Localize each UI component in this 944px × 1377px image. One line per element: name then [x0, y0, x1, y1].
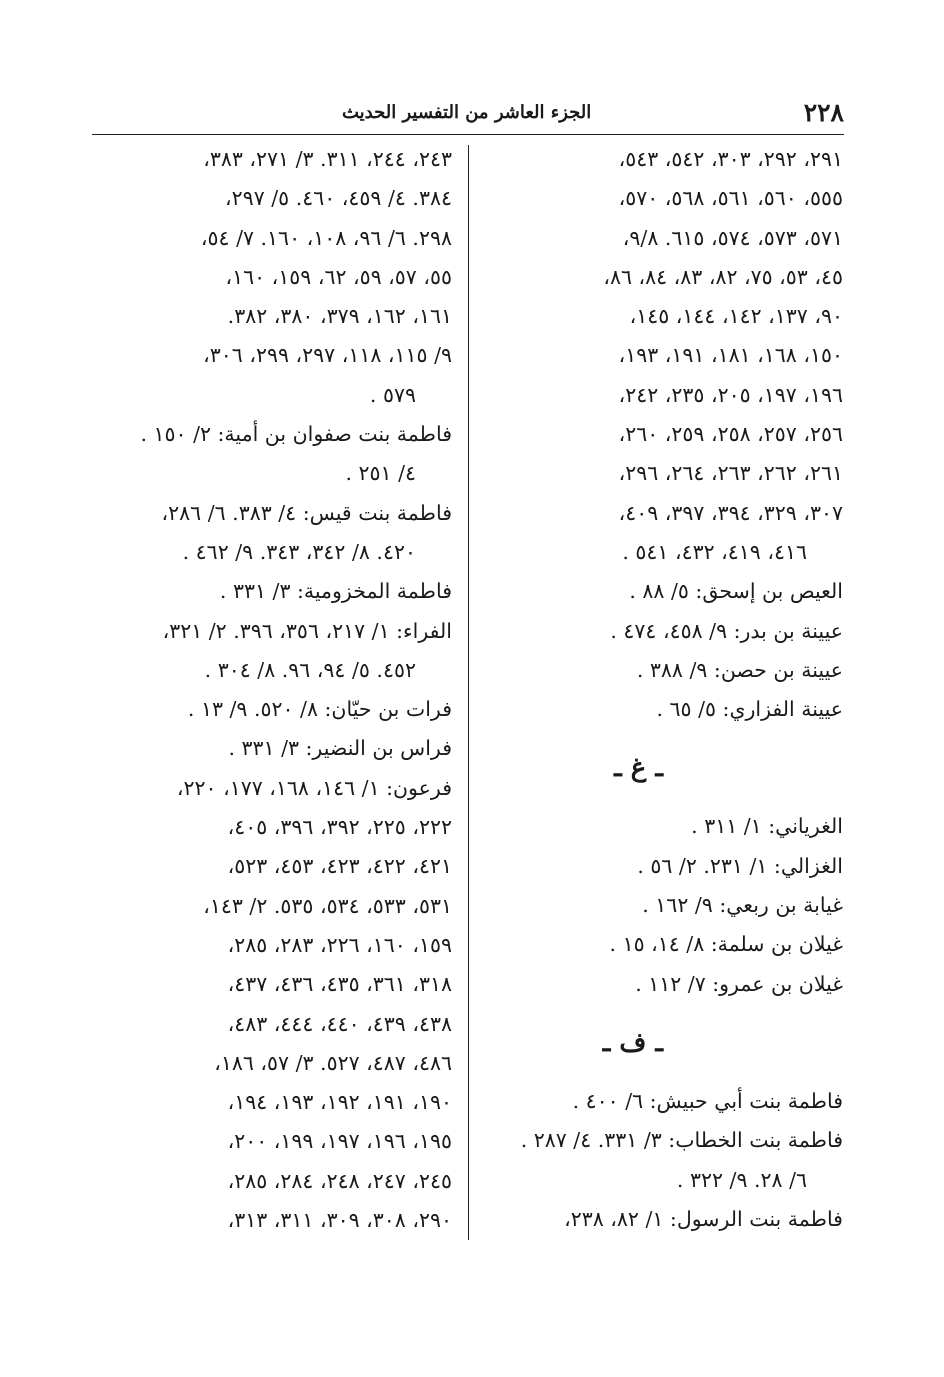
index-line: ٢٦١، ٢٦٢، ٢٦٣، ٢٦٤، ٢٩٦،: [618, 461, 843, 486]
index-line: ٤٢٠. ٨/ ٣٤٢، ٣٤٣. ٩/ ٤٦٢ .: [182, 539, 416, 564]
running-title: الجزء العاشر من التفسير الحديث: [342, 102, 592, 123]
header-rule: [92, 134, 844, 135]
index-line: ٥٧٩ .: [369, 382, 416, 407]
index-line: ٤٣٨، ٤٣٩، ٤٤٠، ٤٤٤، ٤٨٣،: [227, 1011, 452, 1036]
index-line: ١٥٩، ١٦٠، ٢٢٦، ٢٨٣، ٢٨٥،: [227, 932, 452, 957]
index-line: ٤٥٢. ٥/ ٩٤، ٩٦. ٨/ ٣٠٤ .: [204, 657, 416, 682]
index-entry: فرات بن حيّان: ٨/ ٥٢٠. ٩/ ١٣ .: [187, 697, 452, 722]
index-line: ١٩٠، ١٩١، ١٩٢، ١٩٣، ١٩٤،: [227, 1090, 452, 1115]
page-header: [92, 98, 844, 134]
index-entry: الفراء: ١/ ٢١٧، ٣٥٦، ٣٩٦. ٢/ ٣٢١،: [162, 618, 452, 643]
index-line: ٩٠، ١٣٧، ١٤٢، ١٤٤، ١٤٥،: [629, 304, 843, 329]
index-line: ٤٨٦، ٤٨٧، ٥٢٧. ٣/ ٥٧، ١٨٦،: [214, 1050, 452, 1075]
index-line: ٤١٦، ٤١٩، ٤٣٢، ٥٤١ .: [622, 539, 807, 564]
index-column-left: [96, 140, 452, 1240]
index-entry: فاطمة بنت أبي حبيش: ٦/ ٤٠٠ .: [572, 1088, 843, 1113]
index-line: ٥٥٥، ٥٦٠، ٥٦١، ٥٦٨، ٥٧٠،: [618, 186, 843, 211]
page-number: ٢٢٨: [803, 98, 844, 127]
index-entry: فاطمة بنت الخطاب: ٣/ ٣٣١. ٤/ ٢٨٧ .: [520, 1128, 843, 1153]
index-line: ٤٢١، ٤٢٢، ٤٢٣، ٤٥٣، ٥٢٣،: [227, 854, 452, 879]
index-line: ٣٠٧، ٣٢٩، ٣٩٤، ٣٩٧، ٤٠٩،: [618, 500, 843, 525]
column-divider: [468, 145, 469, 1240]
section-heading-fa: [478, 1004, 843, 1082]
index-line: ٤/ ٢٥١ .: [345, 461, 416, 486]
index-entry: فاطمة المخزومية: ٣/ ٣٣١ .: [219, 579, 452, 604]
index-line: ٢٢٢، ٢٢٥، ٣٩٢، ٣٩٦، ٤٠٥،: [227, 815, 452, 840]
index-line: ٢٩٠، ٣٠٨، ٣٠٩، ٣١١، ٣١٣،: [227, 1208, 452, 1233]
index-line: ٣١٨، ٣٦١، ٤٣٥، ٤٣٦، ٤٣٧،: [227, 972, 452, 997]
index-entry: عيينة بن بدر: ٩/ ٤٥٨، ٤٧٤ .: [610, 618, 843, 643]
index-entry: فاطمة بنت قيس: ٤/ ٣٨٣. ٦/ ٢٨٦،: [161, 500, 452, 525]
index-entry: غيلان بن عمرو: ٧/ ١١٢ .: [635, 971, 843, 996]
index-line: ٥٥، ٥٧، ٥٩، ٦٢، ١٥٩، ١٦٠،: [225, 264, 452, 289]
index-line: ٤٥، ٥٣، ٧٥، ٨٢، ٨٣، ٨٤، ٨٦،: [603, 264, 843, 289]
index-entry: غيابة بن ربعي: ٩/ ١٦٢ .: [642, 893, 843, 918]
index-line: ٢٤٥، ٢٤٧، ٢٤٨، ٢٨٤، ٢٨٥،: [227, 1168, 452, 1193]
index-entry: عيينة الفزاري: ٥/ ٦٥ .: [656, 697, 843, 722]
index-column-right: [478, 140, 843, 1239]
index-line: ٢٥٦، ٢٥٧، ٢٥٨، ٢٥٩، ٢٦٠،: [618, 422, 843, 447]
index-line: ٢٩١، ٢٩٢، ٣٠٣، ٥٤٢، ٥٤٣،: [618, 147, 843, 171]
index-line: ٢٤٣، ٢٤٤، ٣١١. ٣/ ٢٧١، ٣٨٣،: [203, 147, 452, 171]
index-line: ٥٣١، ٥٣٣، ٥٣٤، ٥٣٥. ٢/ ١٤٣،: [203, 893, 452, 918]
index-entry: العيص بن إسحق: ٥/ ٨٨ .: [629, 579, 843, 604]
index-entry: فاطمة بنت الرسول: ١/ ٨٢، ٢٣٨،: [564, 1206, 843, 1231]
index-line: ١٦١، ١٦٢، ٣٧٩، ٣٨٠، ٣٨٢.: [227, 304, 452, 329]
index-line: ٩/ ١١٥، ١١٨، ٢٩٧، ٢٩٩، ٣٠٦،: [203, 343, 452, 368]
index-line: ١٩٥، ١٩٦، ١٩٧، ١٩٩، ٢٠٠،: [227, 1129, 452, 1154]
index-entry: غيلان بن سلمة: ٨/ ١٤، ١٥ .: [609, 932, 843, 957]
index-entry: فاطمة بنت صفوان بن أمية: ٢/ ١٥٠ .: [140, 422, 452, 447]
section-heading-label: ـ غ ـ: [614, 753, 663, 784]
index-line: ٦/ ٢٨. ٩/ ٣٢٢ .: [676, 1167, 807, 1192]
index-line: ٣٨٤. ٤/ ٤٥٩، ٤٦٠. ٥/ ٢٩٧،: [225, 186, 452, 211]
index-line: ١٥٠، ١٦٨، ١٨١، ١٩١، ١٩٣،: [618, 343, 843, 368]
section-heading-ghayn: [478, 729, 843, 807]
index-entry: الغزالي: ١/ ٢٣١. ٢/ ٥٦ .: [637, 853, 843, 878]
index-entry: فرعون: ١/ ١٤٦، ١٦٨، ١٧٧، ٢٢٠،: [176, 775, 452, 800]
index-line: ١٩٦، ١٩٧، ٢٠٥، ٢٣٥، ٢٤٢،: [618, 382, 843, 407]
index-entry: فراس بن النضير: ٣/ ٣٣١ .: [228, 736, 452, 761]
index-line: ٥٧١، ٥٧٣، ٥٧٤، ٦١٥. ٩/٨،: [622, 225, 843, 250]
index-entry: الغرياني: ١/ ٣١١ .: [691, 814, 843, 839]
index-line: ٢٩٨. ٦/ ٩٦، ١٠٨، ١٦٠. ٧/ ٥٤،: [200, 225, 452, 250]
index-entry: عيينة بن حصن: ٩/ ٣٨٨ .: [636, 657, 843, 682]
section-heading-label: ـ ف ـ: [602, 1027, 663, 1058]
